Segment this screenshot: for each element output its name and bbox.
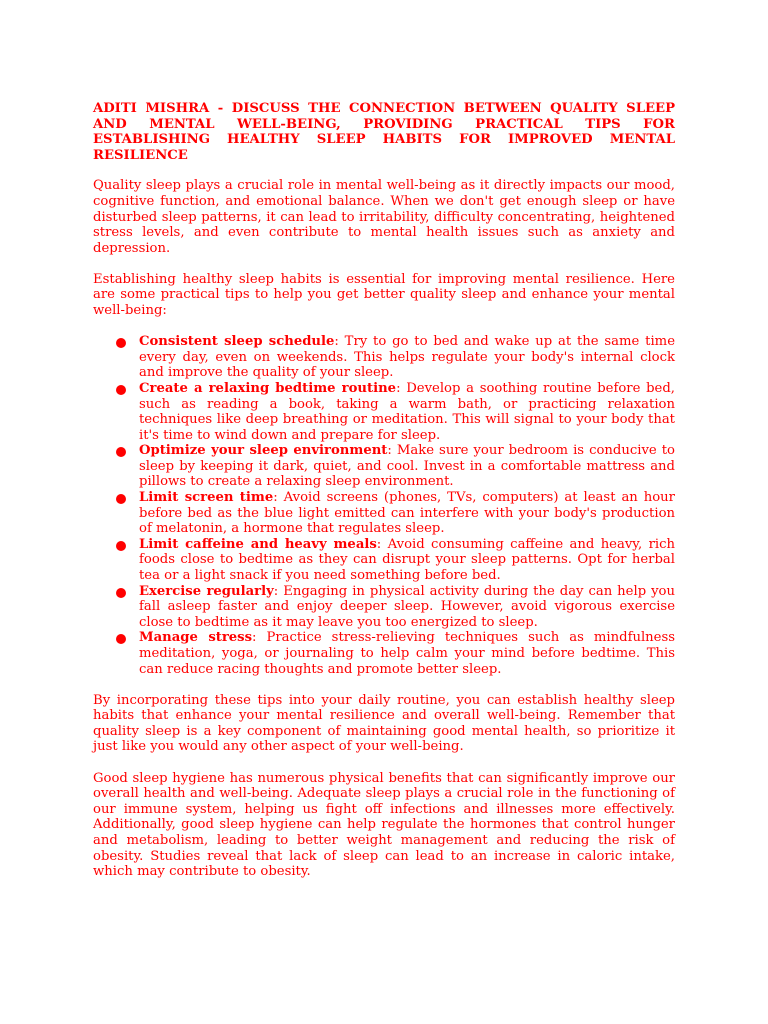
physical-benefits-paragraph: Good sleep hygiene has numerous physical benefits that can significantly improve our overall health and well-being. Adequate sleep plays a crucial role in the functioning of our immune system, helping us fight off infections and illnesses more effectively. Additionally, good sleep hygiene can help regulate the hormones that control hunger and metabolism, leading to better weight management and reducing the risk of obesity. Studies reveal that lack of sleep can lead to an increase in caloric intake, which may contribute to obesity. xyxy=(93,770,675,880)
tip-text: : Try to go to bed and wake up at the same time every day, even on weekends. This helps regulate your body's internal clock and improve the quality of your sleep. xyxy=(139,334,675,381)
list-item xyxy=(93,381,675,443)
tip-text: : Practice stress-relieving techniques such as mindfulness meditation, yoga, or journaling to help calm your mind before bedtime. This can reduce racing thoughts and promote better sleep. xyxy=(139,630,675,677)
tip-title: Exercise regularly xyxy=(139,583,274,599)
tip-title: Limit screen time xyxy=(139,490,274,506)
conclusion-paragraph: By incorporating these tips into your daily routine, you can establish healthy sleep habits that enhance your mental resilience and overall well-being. Remember that quality sleep is a key component of maintaining good mental health, so prioritize it just like you would any other aspect of your well-being. xyxy=(93,692,675,755)
bullet-icon xyxy=(116,494,126,504)
list-item xyxy=(93,537,675,584)
bullet-icon xyxy=(116,447,126,457)
document-body xyxy=(93,101,675,895)
bullet-icon xyxy=(116,338,126,348)
tip-text: : Avoid consuming caffeine and heavy, rich foods close to bedtime as they can disrupt your sleep patterns. Opt for herbal tea or a light snack if you need something before bed. xyxy=(139,536,675,584)
list-item xyxy=(93,334,675,381)
tips-intro-paragraph: Establishing healthy sleep habits is essential for improving mental resilience. Here are some practical tips to help you get better quality sleep and enhance your mental well-being: xyxy=(93,271,675,319)
tip-text: : Develop a soothing routine before bed, such as reading a book, taking a warm bath, or practicing relaxation techniques like deep breathing or meditation. This will signal to your body that it's time to wind down and prepare for sleep. xyxy=(139,380,675,443)
tip-title: Manage stress xyxy=(139,630,253,646)
tip-text: : Engaging in physical activity during the day can help you fall asleep faster and enjoy deeper sleep. However, avoid vigorous exercise close to bedtime as it may leave you too energized to sleep. xyxy=(139,583,675,630)
list-item xyxy=(93,490,675,537)
tip-title: Optimize your sleep environment xyxy=(139,443,388,459)
tip-title: Consistent sleep schedule xyxy=(139,334,335,350)
tip-text: : Avoid screens (phones, TVs, computers) at least an hour before bed as the blue light emitted can interfere with your body's production of melatonin, a hormone that regulates sleep. xyxy=(139,490,675,537)
document-title: ADITI MISHRA - DISCUSS THE CONNECTION BETWEEN QUALITY SLEEP AND MENTAL WELL-BEING, PROVIDING PRACTICAL TIPS FOR ESTABLISHING HEALTHY SLEEP HABITS FOR IMPROVED MENTAL RESILIENCE xyxy=(93,101,675,163)
list-item xyxy=(93,584,675,631)
tip-title: Limit caffeine and heavy meals xyxy=(139,536,377,552)
bullet-icon xyxy=(116,634,126,644)
bullet-icon xyxy=(116,385,126,395)
list-item xyxy=(93,630,675,677)
bullet-icon xyxy=(116,588,126,598)
tip-title: Create a relaxing bedtime routine xyxy=(139,380,397,396)
list-item xyxy=(93,443,675,490)
bullet-icon xyxy=(116,541,126,551)
tip-text: : Make sure your bedroom is conducive to sleep by keeping it dark, quiet, and cool. Invest in a comfortable mattress and pillows to create a relaxing sleep environment. xyxy=(139,443,675,490)
intro-paragraph: Quality sleep plays a crucial role in mental well-being as it directly impacts our mood, cognitive function, and emotional balance. When we don't get enough sleep or have disturbed sleep patterns, it can lead to irritability, difficulty concentrating, heightened stress levels, and even contribute to mental health issues such as anxiety and depression. xyxy=(93,178,675,256)
tips-list xyxy=(93,334,675,677)
